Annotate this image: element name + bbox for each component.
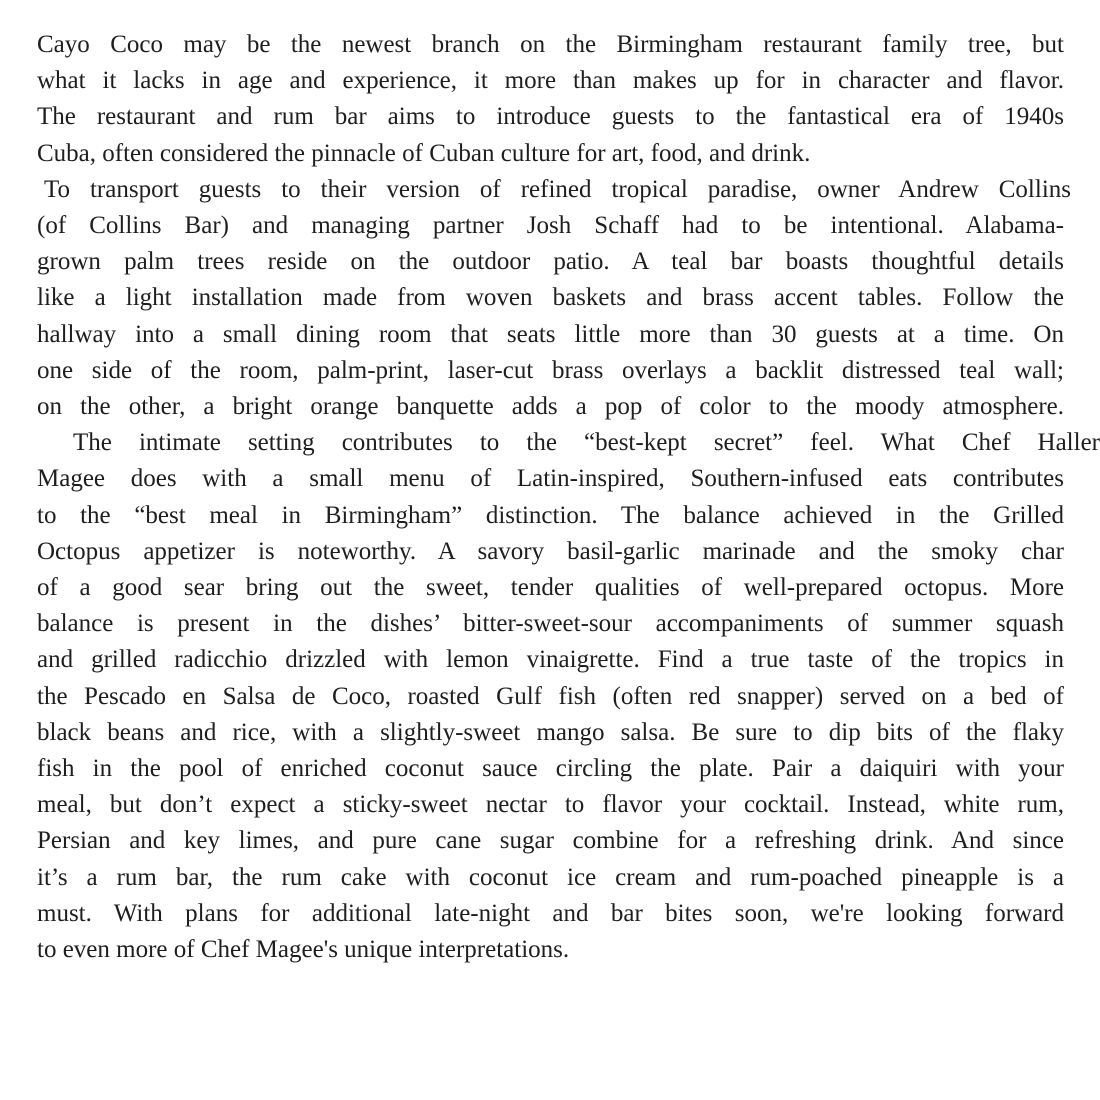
text-line: meal, but don’t expect a sticky-sweet nectar to flavor your cocktail. Instead, white rum, xyxy=(37,791,1064,819)
text-line: Persian and key limes, and pure cane sugar combine for a refreshing drink. And since xyxy=(37,827,1064,855)
text-line: fish in the pool of enriched coconut sauce circling the plate. Pair a daiquiri with your xyxy=(37,755,1064,783)
text-line: Cayo Coco may be the newest branch on the Birmingham restaurant family tree, but xyxy=(37,31,1064,58)
text-line: grown palm trees reside on the outdoor patio. A teal bar boasts thoughtful details xyxy=(37,248,1064,276)
text-line: black beans and rice, with a slightly-sweet mango salsa. Be sure to dip bits of the flaky xyxy=(37,718,1064,746)
text-line: one side of the room, palm-print, laser-cut brass overlays a backlit distressed teal wall; xyxy=(37,356,1064,384)
text-line: it’s a rum bar, the rum cake with coconut ice cream and rum-poached pineapple is a xyxy=(37,863,1064,891)
text-line: Magee does with a small menu of Latin-inspired, Southern-infused eats contributes xyxy=(37,465,1064,493)
text-line: on the other, a bright orange banquette adds a pop of color to the moody atmosphere. xyxy=(37,393,1064,421)
text-line: what it lacks in age and experience, it more than makes up for in character and flavor. xyxy=(37,67,1064,95)
text-line: To transport guests to their version of refined tropical paradise, owner Andrew Collins xyxy=(44,175,1071,203)
text-line: The restaurant and rum bar aims to introduce guests to the fantastical era of 1940s xyxy=(37,103,1064,131)
text-line: to even more of Chef Magee's unique interpretations. xyxy=(37,936,570,964)
text-line: The intimate setting contributes to the “best-kept secret” feel. What Chef Haller xyxy=(73,429,1100,457)
paragraph xyxy=(37,172,1071,425)
text-line: hallway into a small dining room that seats little more than 30 guests at a time. On xyxy=(37,320,1064,348)
article-text xyxy=(37,27,1100,968)
text-line: Cuba, often considered the pinnacle of Cuban culture for art, food, and drink. xyxy=(37,139,811,167)
text-line: balance is present in the dishes’ bitter-sweet-sour accompaniments of summer squash xyxy=(37,610,1064,638)
text-line: (of Collins Bar) and managing partner Josh Schaff had to be intentional. Alabama- xyxy=(37,212,1064,240)
text-line: and grilled radicchio drizzled with lemon vinaigrette. Find a true taste of the tropics in xyxy=(37,646,1064,674)
text-line: must. With plans for additional late-night and bar bites soon, we're looking forward xyxy=(37,899,1064,927)
text-line: Octopus appetizer is noteworthy. A savory basil-garlic marinade and the smoky char xyxy=(37,537,1064,565)
paragraph xyxy=(37,425,1100,968)
text-line: like a light installation made from woven baskets and brass accent tables. Follow the xyxy=(37,284,1064,312)
text-line: of a good sear bring out the sweet, tender qualities of well-prepared octopus. More xyxy=(37,574,1064,602)
text-line: to the “best meal in Birmingham” distinction. The balance achieved in the Grilled xyxy=(37,501,1064,529)
text-line: the Pescado en Salsa de Coco, roasted Gulf fish (often red snapper) served on a bed of xyxy=(37,682,1064,710)
paragraph xyxy=(37,27,1064,172)
